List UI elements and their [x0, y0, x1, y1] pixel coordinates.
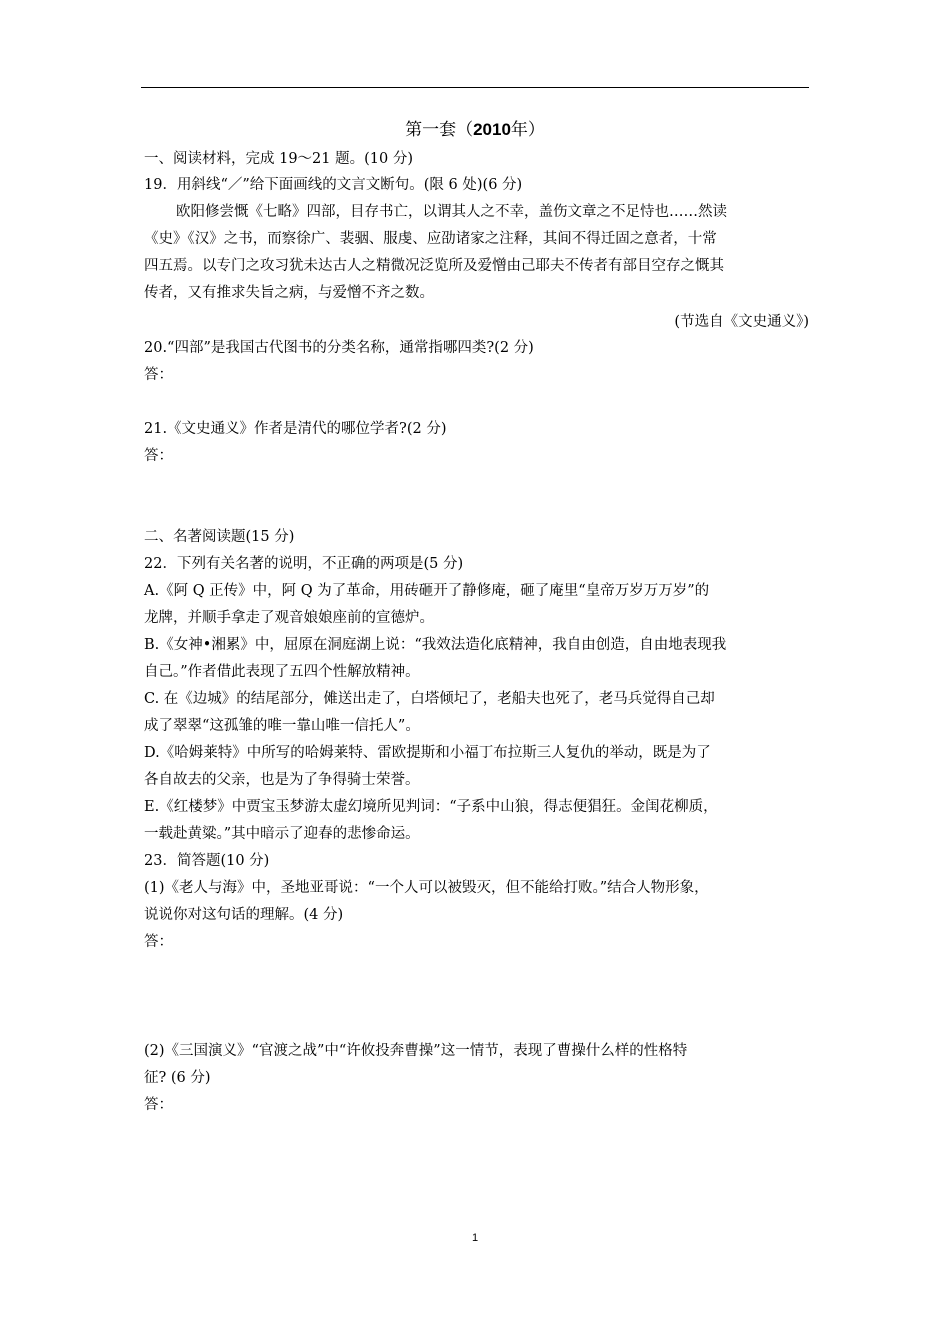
section2-heading: 二、名著阅读题(15 分) [144, 529, 295, 545]
option-c-line-2: 成了翠翠“这孤雏的唯一靠山唯一信托人”。 [144, 718, 420, 734]
page-title [0, 121, 950, 139]
question-22: 22．下列有关名著的说明，不正确的两项是(5 分) [144, 556, 464, 572]
header-rule [141, 87, 809, 88]
answer-23-1-label: 答： [144, 934, 173, 950]
passage-line-4: 传者，又有推求失旨之病，与爱憎不齐之数。 [144, 285, 434, 301]
option-e-line-1: E.《红楼梦》中贾宝玉梦游太虚幻境所见判词：“子系中山狼，得志便猖狂。金闺花柳质， [144, 799, 718, 815]
title-suffix: 年） [510, 120, 545, 140]
title-prefix: 第一套（ [405, 120, 474, 140]
question-23-2-line-2: 征? (6 分) [144, 1070, 211, 1086]
question-21: 21.《文史通义》作者是清代的哪位学者?(2 分) [144, 421, 447, 437]
option-d-line-1: D.《哈姆莱特》中所写的哈姆莱特、雷欧提斯和小福丁布拉斯三人复仇的举动，既是为了 [144, 745, 711, 761]
question-23-1-line-1: (1)《老人与海》中，圣地亚哥说：“一个人可以被毁灭，但不能给打败。”结合人物形象， [144, 880, 709, 896]
section1-heading: 一、阅读材料，完成 19～21 题。(10 分) [144, 151, 413, 167]
option-b-line-1: B.《女神•湘累》中，屈原在洞庭湖上说：“我效法造化底精神，我自由创造，自由地表现我 [144, 637, 727, 653]
question-23-2-line-1: (2)《三国演义》“官渡之战”中“许攸投奔曹操”这一情节，表现了曹操什么样的性格特 [144, 1043, 688, 1059]
option-a-line-2: 龙牌，并顺手拿走了观音娘娘座前的宣德炉。 [144, 610, 434, 626]
option-b-line-2: 自己。”作者借此表现了五四个性解放精神。 [144, 664, 420, 680]
question-20: 20.“四部”是我国古代图书的分类名称，通常指哪四类?(2 分) [144, 340, 534, 356]
question-23: 23．简答题(10 分) [144, 853, 270, 869]
answer-20-label: 答： [144, 367, 173, 383]
page-number: 1 [471, 1232, 479, 1244]
option-c-line-1: C. 在《边城》的结尾部分，傩送出走了，白塔倾圮了，老船夫也死了，老马兵觉得自己却 [144, 691, 715, 707]
question-19: 19．用斜线“／”给下面画线的文言文断句。(限 6 处)(6 分) [144, 177, 523, 193]
passage-line-1: 欧阳修尝慨《七略》四部，目存书亡，以谓其人之不幸，盖伤文章之不足恃也……然读 [176, 204, 727, 220]
option-a-line-1: A.《阿 Q 正传》中，阿 Q 为了革命，用砖砸开了静修庵，砸了庵里“皇帝万岁万万岁”的 [144, 583, 710, 599]
answer-23-2-label: 答： [144, 1097, 173, 1113]
passage-line-2: 《史》《汉》之书，而察徐广、裴骃、服虔、应劭诸家之注释，其间不得迁固之意者，十常 [144, 231, 717, 247]
option-d-line-2: 各自故去的父亲，也是为了争得骑士荣誉。 [144, 772, 420, 788]
passage-line-3: 四五焉。以专门之攻习犹未达古人之精微况泛览所及爱憎由己耶夫不传者有部目空存之慨其 [144, 258, 724, 274]
question-23-1-line-2: 说说你对这句话的理解。(4 分) [144, 907, 344, 923]
option-e-line-2: 一载赴黄粱。”其中暗示了迎春的悲惨命运。 [144, 826, 420, 842]
passage-source: (节选自《文史通义》) [674, 314, 809, 330]
answer-21-label: 答： [144, 448, 173, 464]
title-year: 2010 [473, 120, 511, 139]
